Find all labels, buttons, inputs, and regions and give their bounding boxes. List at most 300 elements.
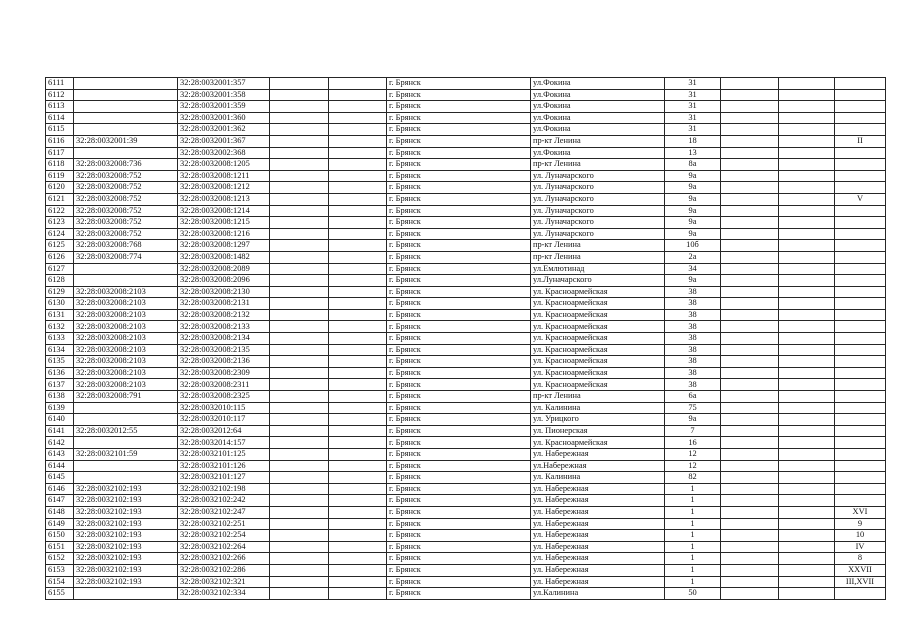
table-row [46,193,886,205]
blank-cell [329,182,387,194]
blank-cell [329,576,387,588]
row-number-cell: 6142 [46,437,74,449]
object-cadastral-cell: 32:28:0032002:368 [178,147,270,159]
premises-number-cell [835,472,886,484]
house-number-cell: 9а [665,217,721,229]
blank-cell [721,506,779,518]
table-row [46,367,886,379]
row-number-cell: 6135 [46,356,74,368]
table-row [46,251,886,263]
street-cell: ул.Фокина [531,101,665,113]
blank-cell [270,518,329,530]
street-cell: ул. Красноармейская [531,367,665,379]
blank-cell [329,193,387,205]
house-number-cell: 16 [665,437,721,449]
premises-number-cell [835,124,886,136]
row-number-cell: 6141 [46,425,74,437]
blank-cell [721,321,779,333]
premises-number-cell [835,437,886,449]
locality-cell: г. Брянск [387,298,531,310]
premises-number-cell [835,182,886,194]
object-cadastral-cell: 32:28:0032010:117 [178,414,270,426]
table-row [46,449,886,461]
blank-cell [779,588,835,600]
blank-cell [721,367,779,379]
locality-cell: г. Брянск [387,78,531,90]
object-cadastral-cell: 32:28:0032102:264 [178,541,270,553]
row-number-cell: 6111 [46,78,74,90]
blank-cell [779,124,835,136]
blank-cell [270,135,329,147]
premises-number-cell: 10 [835,530,886,542]
blank-cell [721,495,779,507]
land-plot-cadastral-cell: 32:28:0032008:768 [74,240,178,252]
object-cadastral-cell: 32:28:0032008:1297 [178,240,270,252]
land-plot-cadastral-cell: 32:28:0032008:2103 [74,367,178,379]
object-cadastral-cell: 32:28:0032008:1482 [178,251,270,263]
object-cadastral-cell: 32:28:0032008:2325 [178,391,270,403]
blank-cell [779,251,835,263]
land-plot-cadastral-cell: 32:28:0032102:193 [74,483,178,495]
blank-cell [329,321,387,333]
object-cadastral-cell: 32:28:0032101:126 [178,460,270,472]
land-plot-cadastral-cell [74,437,178,449]
blank-cell [329,333,387,345]
house-number-cell: 38 [665,379,721,391]
land-plot-cadastral-cell [74,414,178,426]
row-number-cell: 6114 [46,112,74,124]
house-number-cell: 1 [665,564,721,576]
table-row [46,425,886,437]
house-number-cell: 1 [665,541,721,553]
blank-cell [721,101,779,113]
blank-cell [721,472,779,484]
blank-cell [779,205,835,217]
blank-cell [329,263,387,275]
land-plot-cadastral-cell [74,124,178,136]
premises-number-cell [835,391,886,403]
blank-cell [329,367,387,379]
locality-cell: г. Брянск [387,460,531,472]
house-number-cell: 9а [665,182,721,194]
locality-cell: г. Брянск [387,251,531,263]
blank-cell [721,135,779,147]
street-cell: ул. Набережная [531,564,665,576]
blank-cell [779,414,835,426]
table-row [46,576,886,588]
blank-cell [721,298,779,310]
blank-cell [721,112,779,124]
premises-number-cell: III,XVII [835,576,886,588]
blank-cell [270,379,329,391]
street-cell: ул. Луначарского [531,217,665,229]
street-cell: ул.Фокина [531,124,665,136]
table-row [46,263,886,275]
row-number-cell: 6152 [46,553,74,565]
row-number-cell: 6148 [46,506,74,518]
object-cadastral-cell: 32:28:0032102:254 [178,530,270,542]
land-plot-cadastral-cell: 32:28:0032008:2103 [74,344,178,356]
blank-cell [721,379,779,391]
object-cadastral-cell: 32:28:0032010:115 [178,402,270,414]
house-number-cell: 31 [665,89,721,101]
blank-cell [721,541,779,553]
blank-cell [721,356,779,368]
row-number-cell: 6122 [46,205,74,217]
blank-cell [779,193,835,205]
object-cadastral-cell: 32:28:0032001:362 [178,124,270,136]
premises-number-cell [835,356,886,368]
blank-cell [270,309,329,321]
blank-cell [270,124,329,136]
premises-number-cell [835,217,886,229]
blank-cell [270,89,329,101]
house-number-cell: 31 [665,78,721,90]
row-number-cell: 6154 [46,576,74,588]
blank-cell [270,217,329,229]
table-row [46,321,886,333]
premises-number-cell: XXVII [835,564,886,576]
table-row [46,379,886,391]
premises-number-cell [835,251,886,263]
street-cell: ул. Красноармейская [531,298,665,310]
house-number-cell: 1 [665,518,721,530]
house-number-cell: 50 [665,588,721,600]
land-plot-cadastral-cell: 32:28:0032008:2103 [74,298,178,310]
table-row [46,159,886,171]
blank-cell [270,275,329,287]
premises-number-cell [835,228,886,240]
table-row [46,124,886,136]
blank-cell [779,321,835,333]
blank-cell [270,205,329,217]
blank-cell [779,170,835,182]
blank-cell [779,101,835,113]
object-cadastral-cell: 32:28:0032102:334 [178,588,270,600]
object-cadastral-cell: 32:28:0032008:2132 [178,309,270,321]
blank-cell [270,182,329,194]
blank-cell [329,135,387,147]
premises-number-cell [835,425,886,437]
blank-cell [779,333,835,345]
house-number-cell: 1 [665,495,721,507]
blank-cell [329,217,387,229]
locality-cell: г. Брянск [387,135,531,147]
street-cell: ул.Калинина [531,588,665,600]
locality-cell: г. Брянск [387,286,531,298]
blank-cell [721,170,779,182]
locality-cell: г. Брянск [387,275,531,287]
land-plot-cadastral-cell: 32:28:0032008:752 [74,228,178,240]
land-plot-cadastral-cell [74,588,178,600]
table-row [46,147,886,159]
house-number-cell: 9а [665,228,721,240]
table-row [46,506,886,518]
premises-number-cell: II [835,135,886,147]
blank-cell [270,333,329,345]
blank-cell [721,414,779,426]
blank-cell [721,217,779,229]
blank-cell [721,530,779,542]
locality-cell: г. Брянск [387,263,531,275]
blank-cell [779,135,835,147]
land-plot-cadastral-cell [74,275,178,287]
object-cadastral-cell: 32:28:0032008:1213 [178,193,270,205]
blank-cell [721,228,779,240]
table-row [46,275,886,287]
blank-cell [779,576,835,588]
registry-table-body [46,78,886,600]
locality-cell: г. Брянск [387,506,531,518]
row-number-cell: 6140 [46,414,74,426]
blank-cell [329,495,387,507]
premises-number-cell [835,414,886,426]
land-plot-cadastral-cell: 32:28:0032102:193 [74,530,178,542]
house-number-cell: 38 [665,309,721,321]
street-cell: ул. Набережная [531,530,665,542]
table-row [46,286,886,298]
blank-cell [721,240,779,252]
blank-cell [329,170,387,182]
street-cell: ул. Урицкого [531,414,665,426]
street-cell: пр-кт Ленина [531,159,665,171]
blank-cell [329,425,387,437]
row-number-cell: 6144 [46,460,74,472]
table-row [46,205,886,217]
blank-cell [329,391,387,403]
blank-cell [779,240,835,252]
table-row [46,495,886,507]
blank-cell [779,159,835,171]
land-plot-cadastral-cell: 32:28:0032008:752 [74,182,178,194]
locality-cell: г. Брянск [387,472,531,484]
street-cell: пр-кт Ленина [531,135,665,147]
blank-cell [270,251,329,263]
house-number-cell: 9а [665,275,721,287]
blank-cell [270,367,329,379]
blank-cell [721,344,779,356]
premises-number-cell: 8 [835,553,886,565]
row-number-cell: 6124 [46,228,74,240]
land-plot-cadastral-cell [74,472,178,484]
blank-cell [329,112,387,124]
blank-cell [721,205,779,217]
row-number-cell: 6112 [46,89,74,101]
house-number-cell: 31 [665,124,721,136]
table-row [46,309,886,321]
premises-number-cell: 9 [835,518,886,530]
premises-number-cell: V [835,193,886,205]
row-number-cell: 6118 [46,159,74,171]
house-number-cell: 31 [665,101,721,113]
blank-cell [779,483,835,495]
blank-cell [329,124,387,136]
table-row [46,391,886,403]
blank-cell [779,553,835,565]
land-plot-cadastral-cell: 32:28:0032102:193 [74,518,178,530]
blank-cell [270,472,329,484]
street-cell: пр-кт Ленина [531,391,665,403]
premises-number-cell [835,309,886,321]
object-cadastral-cell: 32:28:0032008:1215 [178,217,270,229]
locality-cell: г. Брянск [387,309,531,321]
blank-cell [270,530,329,542]
blank-cell [779,275,835,287]
blank-cell [329,89,387,101]
blank-cell [779,228,835,240]
table-row [46,553,886,565]
blank-cell [329,298,387,310]
object-cadastral-cell: 32:28:0032001:357 [178,78,270,90]
locality-cell: г. Брянск [387,240,531,252]
locality-cell: г. Брянск [387,112,531,124]
premises-number-cell [835,78,886,90]
street-cell: ул. Красноармейская [531,309,665,321]
house-number-cell: 10б [665,240,721,252]
blank-cell [270,228,329,240]
table-row [46,135,886,147]
house-number-cell: 1 [665,553,721,565]
premises-number-cell [835,402,886,414]
table-row [46,217,886,229]
blank-cell [329,78,387,90]
premises-number-cell [835,588,886,600]
premises-number-cell [835,495,886,507]
land-plot-cadastral-cell: 32:28:0032012:55 [74,425,178,437]
object-cadastral-cell: 32:28:0032014:157 [178,437,270,449]
row-number-cell: 6151 [46,541,74,553]
blank-cell [329,147,387,159]
premises-number-cell [835,275,886,287]
table-row [46,402,886,414]
blank-cell [779,518,835,530]
locality-cell: г. Брянск [387,588,531,600]
blank-cell [721,402,779,414]
blank-cell [329,251,387,263]
blank-cell [270,553,329,565]
locality-cell: г. Брянск [387,414,531,426]
blank-cell [329,356,387,368]
blank-cell [779,391,835,403]
blank-cell [721,564,779,576]
land-plot-cadastral-cell: 32:28:0032008:2103 [74,379,178,391]
blank-cell [779,182,835,194]
blank-cell [721,576,779,588]
street-cell: ул. Луначарского [531,205,665,217]
house-number-cell: 1 [665,506,721,518]
blank-cell [270,78,329,90]
land-plot-cadastral-cell: 32:28:0032008:2103 [74,286,178,298]
street-cell: ул.Фокина [531,147,665,159]
locality-cell: г. Брянск [387,147,531,159]
land-plot-cadastral-cell: 32:28:0032008:2103 [74,321,178,333]
blank-cell [721,518,779,530]
locality-cell: г. Брянск [387,553,531,565]
object-cadastral-cell: 32:28:0032008:2309 [178,367,270,379]
house-number-cell: 75 [665,402,721,414]
house-number-cell: 9а [665,414,721,426]
street-cell: ул.Луначарского [531,275,665,287]
land-plot-cadastral-cell: 32:28:0032008:752 [74,170,178,182]
land-plot-cadastral-cell: 32:28:0032008:774 [74,251,178,263]
house-number-cell: 1 [665,483,721,495]
object-cadastral-cell: 32:28:0032102:242 [178,495,270,507]
premises-number-cell [835,298,886,310]
table-row [46,541,886,553]
blank-cell [270,321,329,333]
table-row [46,483,886,495]
row-number-cell: 6153 [46,564,74,576]
locality-cell: г. Брянск [387,333,531,345]
blank-cell [329,228,387,240]
row-number-cell: 6138 [46,391,74,403]
blank-cell [721,449,779,461]
land-plot-cadastral-cell [74,112,178,124]
blank-cell [329,437,387,449]
locality-cell: г. Брянск [387,205,531,217]
table-row [46,460,886,472]
blank-cell [721,460,779,472]
locality-cell: г. Брянск [387,576,531,588]
land-plot-cadastral-cell: 32:28:0032008:791 [74,391,178,403]
land-plot-cadastral-cell [74,147,178,159]
locality-cell: г. Брянск [387,449,531,461]
blank-cell [779,530,835,542]
house-number-cell: 38 [665,367,721,379]
blank-cell [270,286,329,298]
land-plot-cadastral-cell: 32:28:0032008:752 [74,217,178,229]
blank-cell [329,472,387,484]
house-number-cell: 38 [665,298,721,310]
street-cell: ул. Набережная [531,576,665,588]
object-cadastral-cell: 32:28:0032102:286 [178,564,270,576]
blank-cell [779,449,835,461]
premises-number-cell [835,147,886,159]
blank-cell [779,460,835,472]
object-cadastral-cell: 32:28:0032101:127 [178,472,270,484]
street-cell: ул. Луначарского [531,228,665,240]
object-cadastral-cell: 32:28:0032001:367 [178,135,270,147]
land-plot-cadastral-cell: 32:28:0032102:193 [74,576,178,588]
locality-cell: г. Брянск [387,379,531,391]
land-plot-cadastral-cell: 32:28:0032102:193 [74,553,178,565]
street-cell: ул. Красноармейская [531,321,665,333]
land-plot-cadastral-cell [74,460,178,472]
object-cadastral-cell: 32:28:0032008:2311 [178,379,270,391]
object-cadastral-cell: 32:28:0032008:1212 [178,182,270,194]
blank-cell [270,437,329,449]
table-row [46,564,886,576]
blank-cell [779,472,835,484]
table-row [46,78,886,90]
street-cell: ул. Красноармейская [531,356,665,368]
table-row [46,530,886,542]
premises-number-cell [835,449,886,461]
row-number-cell: 6126 [46,251,74,263]
blank-cell [329,379,387,391]
blank-cell [270,147,329,159]
table-row [46,298,886,310]
locality-cell: г. Брянск [387,170,531,182]
row-number-cell: 6127 [46,263,74,275]
land-plot-cadastral-cell: 32:28:0032102:193 [74,495,178,507]
row-number-cell: 6115 [46,124,74,136]
blank-cell [721,553,779,565]
blank-cell [721,182,779,194]
house-number-cell: 34 [665,263,721,275]
locality-cell: г. Брянск [387,541,531,553]
blank-cell [329,530,387,542]
